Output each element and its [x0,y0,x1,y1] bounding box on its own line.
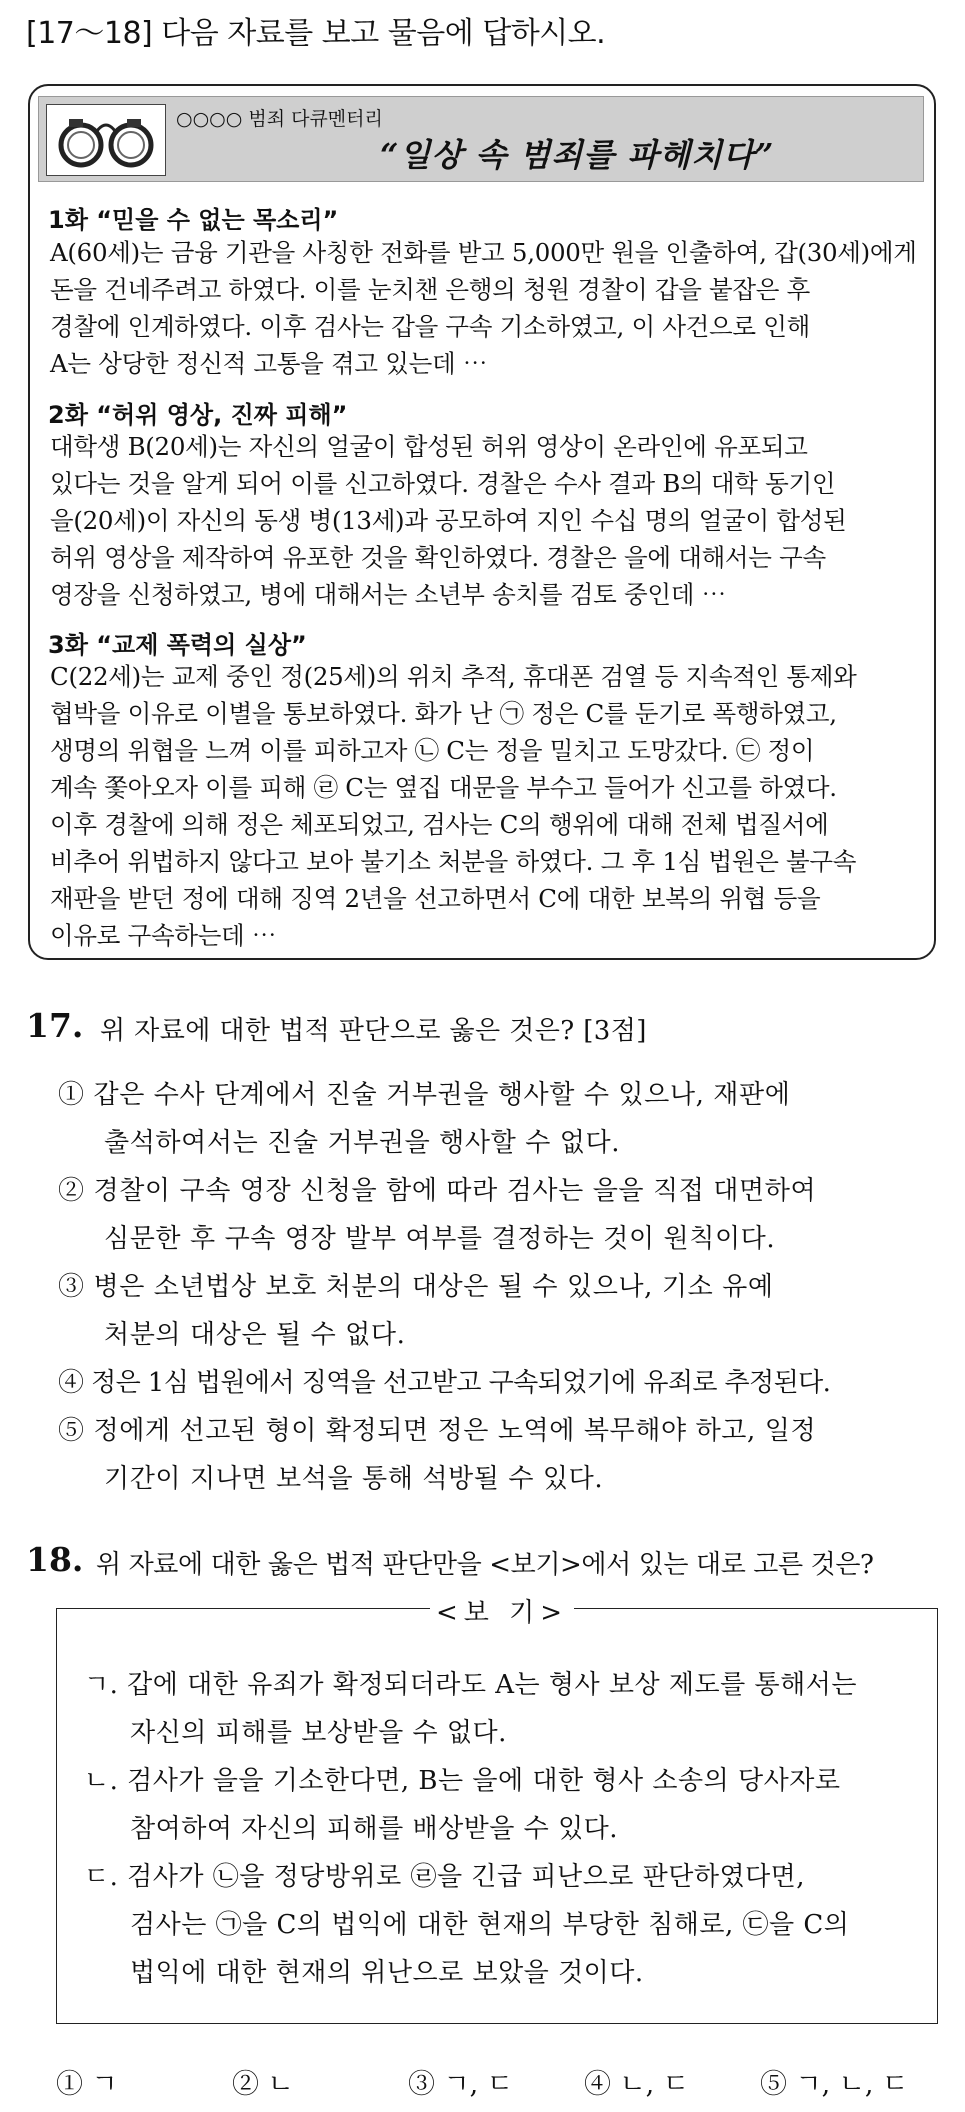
bogi-mark: ㄴ. [84,1766,119,1796]
question-18-number: 18. [26,1540,84,1579]
episode-3-line: 비추어 위법하지 않다고 보아 불기소 처분을 하였다. 그 후 1심 법원은 불구속 [50,847,857,876]
episode-3-heading: 3화 “교제 폭력의 실상” [48,631,307,659]
answer-choice-4[interactable]: ④ ㄴ, ㄷ [584,2069,689,2100]
option-mark: ⑤ [58,1416,85,1446]
episode-1-line: A(60세)는 금융 기관을 사칭한 전화를 받고 5,000만 원을 인출하여, 갑(30세)에게 [50,238,917,267]
option-text: 병은 소년법상 보호 처분의 대상은 될 수 있으나, 기소 유예 [93,1272,774,1302]
bogi-item-c [84,1856,805,1893]
bogi-mark: ㄱ. [84,1670,119,1700]
episode-1-line: A는 상당한 정신적 고통을 겪고 있는데 ⋯ [50,349,488,378]
question-18-text: 위 자료에 대한 옳은 법적 판단만을 <보기>에서 있는 대로 고른 것은? [96,1550,874,1580]
episode-2-heading: 2화 “허위 영상, 진짜 피해” [48,401,348,429]
answer-choice-3[interactable]: ③ ㄱ, ㄷ [408,2069,513,2100]
episode-2-line: 영장을 신청하였고, 병에 대해서는 소년부 송치를 검토 중인데 ⋯ [50,580,726,609]
option-text: 경찰이 구속 영장 신청을 함에 따라 검사는 을을 직접 대면하여 [93,1176,817,1206]
q17-option-5[interactable] [58,1410,816,1447]
option-text: 정에게 선고된 형이 확정되면 정은 노역에 복무해야 하고, 일정 [93,1416,817,1446]
q17-option-3-cont: 처분의 대상은 될 수 없다. [104,1320,406,1350]
episode-1-heading: 1화 “믿을 수 없는 목소리” [48,206,339,234]
handcuffs-icon [46,104,166,176]
option-mark: ④ [58,1368,84,1398]
q17-option-3[interactable] [58,1266,774,1303]
question-17-number: 17. [26,1006,84,1045]
episode-2-line: 대학생 B(20세)는 자신의 얼굴이 합성된 허위 영상이 온라인에 유포되고 [50,432,808,461]
episode-3-line: 이후 경찰에 의해 정은 체포되었고, 검사는 C의 행위에 대해 전체 법질서에 [50,810,829,839]
bogi-text: 검사가 ㉡을 정당방위로 ㉣을 긴급 피난으로 판단하였다면, [127,1862,806,1892]
episode-3-line: 생명의 위협을 느껴 이를 피하고자 ㉡ C는 정을 밀치고 도망갔다. ㉢ 정이 [50,736,815,765]
q17-option-5-cont: 기간이 지나면 보석을 통해 석방될 수 있다. [104,1464,604,1494]
episode-3-line: 재판을 받던 정에 대해 징역 2년을 선고하면서 C에 대한 보복의 위협 등을 [50,884,821,913]
bogi-title: <보 기> [430,1592,574,1629]
option-mark: ③ [58,1272,85,1302]
option-mark: ① [58,1080,85,1110]
question-group-header: [17～18] 다음 자료를 보고 물음에 답하시오. [26,16,606,51]
answer-choice-1[interactable]: ① ㄱ [56,2069,118,2100]
bogi-text: 검사가 을을 기소한다면, B는 을에 대한 형사 소송의 당사자로 [127,1766,841,1796]
episode-2-line: 을(20세)이 자신의 동생 병(13세)과 공모하여 지인 수십 명의 얼굴이 합성된 [50,506,847,535]
episode-2-line: 있다는 것을 알게 되어 이를 신고하였다. 경찰은 수사 결과 B의 대학 동기인 [50,469,836,498]
q17-option-1[interactable] [58,1074,790,1111]
episode-3-line: C(22세)는 교제 중인 정(25세)의 위치 추적, 휴대폰 검열 등 지속적인 통제와 [50,662,857,691]
documentary-label: ○○○○ 범죄 다큐멘터리 [176,108,383,130]
episode-1-line: 돈을 건네주려고 하였다. 이를 눈치챈 은행의 청원 경찰이 갑을 붙잡은 후 [50,275,811,304]
episode-3-line: 이유로 구속하는데 ⋯ [50,921,277,950]
bogi-text: 갑에 대한 유죄가 확정되더라도 A는 형사 보상 제도를 통해서는 [127,1670,857,1700]
bogi-item-c-cont: 검사는 ㉠을 C의 법익에 대한 현재의 부당한 침해로, ㉢을 C의 [130,1910,850,1940]
answer-choice-2[interactable]: ② ㄴ [232,2069,294,2100]
bogi-item-a-cont: 자신의 피해를 보상받을 수 없다. [130,1718,507,1748]
episode-1-line: 경찰에 인계하였다. 이후 검사는 갑을 구속 기소하였고, 이 사건으로 인해 [50,312,811,341]
documentary-title: “일상 속 범죄를 파헤치다” [380,136,775,174]
bogi-item-b [84,1760,840,1797]
q17-option-2[interactable] [58,1170,816,1207]
option-mark: ② [58,1176,85,1206]
bogi-mark: ㄷ. [84,1862,119,1892]
q17-option-2-cont: 심문한 후 구속 영장 발부 여부를 결정하는 것이 원칙이다. [104,1224,776,1254]
bogi-item-b-cont: 참여하여 자신의 피해를 배상받을 수 있다. [130,1814,619,1844]
question-17-text: 위 자료에 대한 법적 판단으로 옳은 것은? [3점] [100,1016,647,1046]
answer-choice-5[interactable]: ⑤ ㄱ, ㄴ, ㄷ [760,2069,909,2100]
q17-option-1-cont: 출석하여서는 진술 거부권을 행사할 수 없다. [104,1128,621,1158]
option-text: 정은 1심 법원에서 징역을 선고받고 구속되었기에 유죄로 추정된다. [91,1368,831,1398]
episode-3-line: 협박을 이유로 이별을 통보하였다. 화가 난 ㉠ 정은 C를 둔기로 폭행하였고, [50,699,837,728]
q17-option-4[interactable] [58,1362,830,1399]
episode-3-line: 계속 쫓아오자 이를 피해 ㉣ C는 옆집 대문을 부수고 들어가 신고를 하였다. [50,773,837,802]
bogi-item-c-cont: 법익에 대한 현재의 위난으로 보았을 것이다. [130,1958,644,1988]
episode-2-line: 허위 영상을 제작하여 유포한 것을 확인하였다. 경찰은 을에 대해서는 구속 [50,543,826,572]
option-text: 갑은 수사 단계에서 진술 거부권을 행사할 수 있으나, 재판에 [93,1080,791,1110]
bogi-item-a [84,1664,857,1701]
